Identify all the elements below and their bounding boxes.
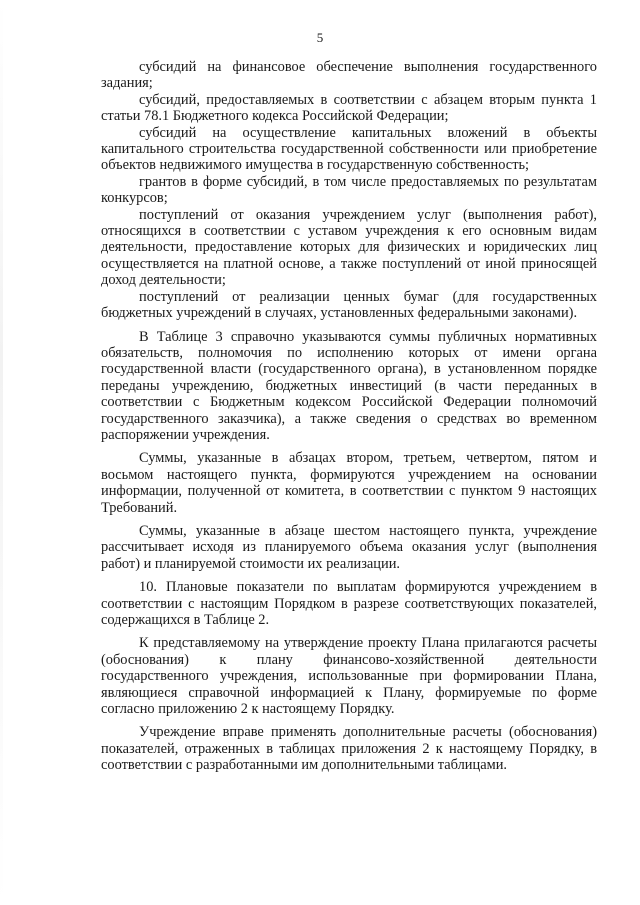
scan-edge [0,0,3,905]
paragraph-paid-services-income: поступлений от оказания учреждением услуг (выполнения работ), относящихся в соответствии с уставом учреждения к его основным видам деятельности, предоставление которых для физических и юридических лиц осуществляется на платной основе, а также поступлений от иной приносящей доход деятельности; [101,206,597,289]
paragraph-subsidies-article-78-1: субсидий, предоставляемых в соответствии с абзацем вторым пункта 1 статьи 78.1 Бюджетного кодекса Российской Федерации; [101,91,597,125]
document-body [101,59,597,774]
paragraph-item-10: 10. Плановые показатели по выплатам формируются учреждением в соответствии с настоящим Порядком в разрезе соответствующих показателей, содержащихся в Таблице 2. [101,579,597,628]
paragraph-subsidies-capital-investments: субсидий на осуществление капитальных вложений в объекты капитального строительства государственной собственности или приобретение объектов недвижимого имущества в государственную собственность; [101,124,597,174]
paragraph-sums-committee: Суммы, указанные в абзацах втором, третьем, четвертом, пятом и восьмом настоящего пункта, формируются учреждением на основании информации, полученной от комитета, в соответствии с пунктом 9 настоящих Требований. [101,450,597,516]
paragraph-sums-services: Суммы, указанные в абзаце шестом настоящего пункта, учреждение рассчитывает исходя из планируемого объема оказания услуг (выполнения работ) и планируемой стоимости их реализации. [101,522,597,572]
paragraph-calculations-attached: К представляемому на утверждение проекту Плана прилагаются расчеты (обоснования) к плану финансово-хозяйственной деятельности государственного учреждения, использованные при формировании Плана, являющиеся справочной информацией к Плану, формируемые по форме согласно приложению 2 к настоящему Порядку. [101,635,597,718]
paragraph-subsidies-state-task: субсидий на финансовое обеспечение выполнения государственного задания; [101,59,597,92]
paragraph-table-3: В Таблице 3 справочно указываются суммы публичных нормативных обязательств, полномочия по исполнению которых от имени органа государственной власти (государственного органа), в установленном порядке переданы учреждению, бюджетных инвестиций (в части переданных в соответствии с Бюджетным кодексом Российской Федерации полномочий государственного заказчика), а также сведения о средствах во временном распоряжении учреждения. [101,328,597,443]
paragraph-grants: грантов в форме субсидий, в том числе предоставляемых по результатам конкурсов; [101,173,597,207]
page-number: 5 [316,30,324,45]
paragraph-additional-calculations: Учреждение вправе применять дополнительные расчеты (обоснования) показателей, отраженных в таблицах приложения 2 к настоящему Порядку, в соответствии с разработанными им дополнительными таблицами. [101,724,597,774]
paragraph-securities-income: поступлений от реализации ценных бумаг (для государственных бюджетных учреждений в случаях, установленных федеральными законами). [101,288,597,322]
